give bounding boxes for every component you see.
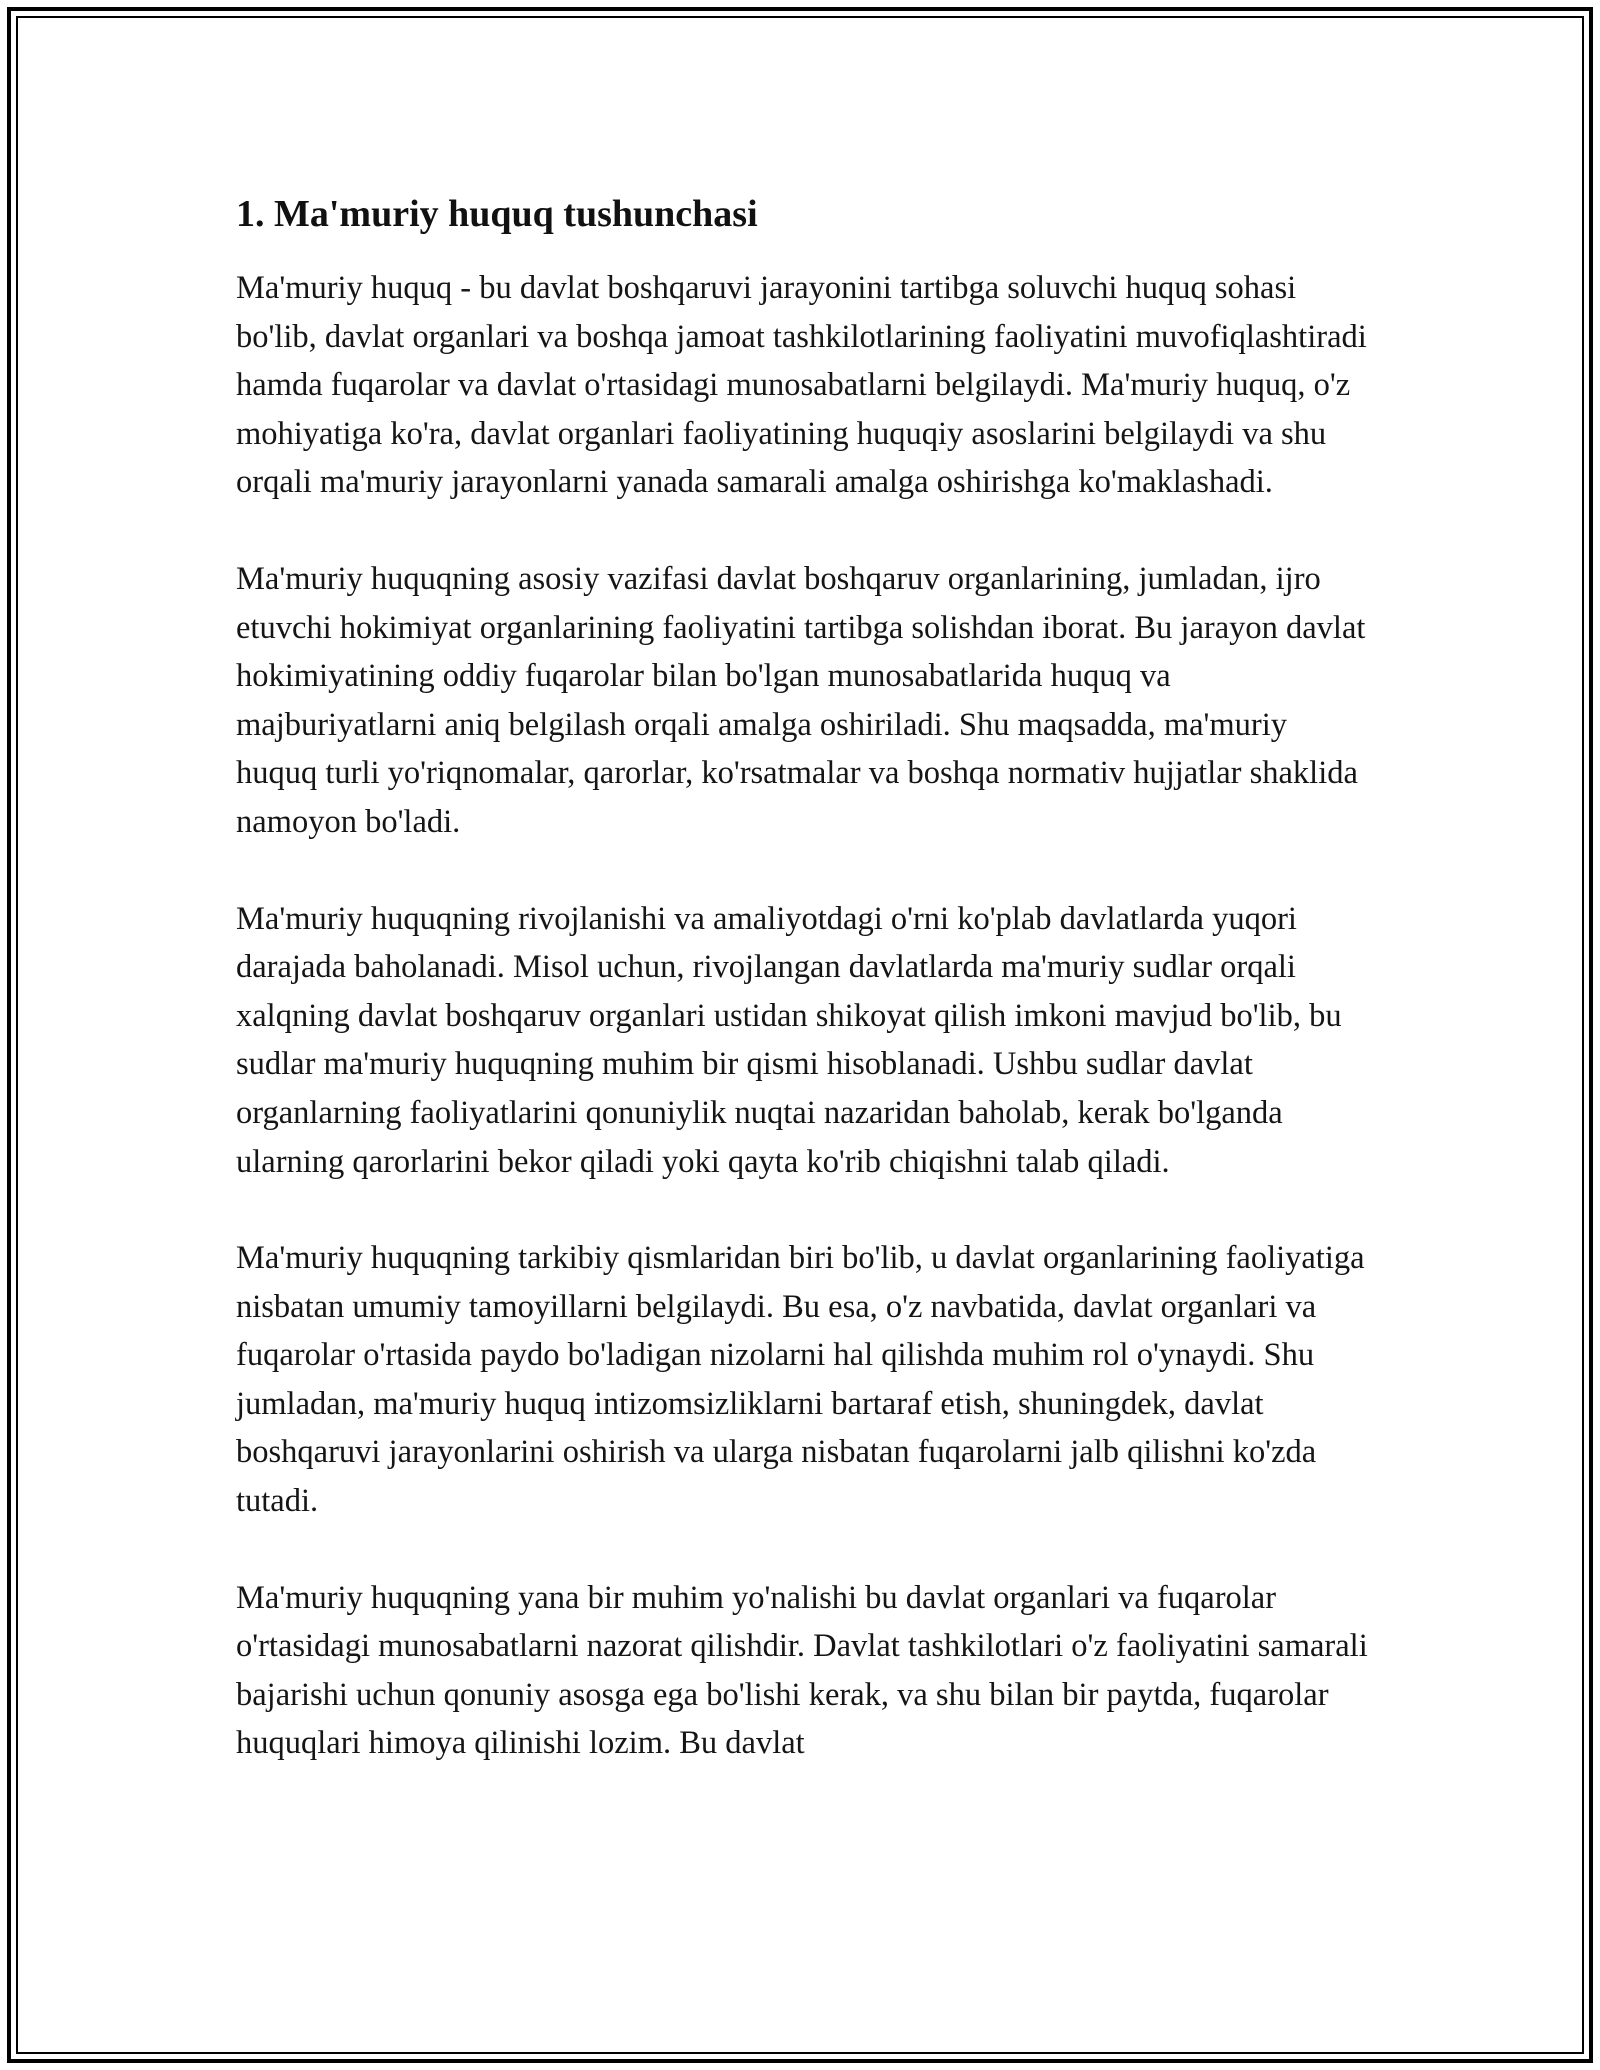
- paragraph-3: Ma'muriy huquqning rivojlanishi va amaliyotdagi o'rni ko'plab davlatlarda yuqori darajada baholanadi. Misol uchun, rivojlangan davlatlarda ma'muriy sudlar orqali xalqning davlat boshqaruv organlari ustidan shikoyat qilish imkoni mavjud bo'lib, bu sudlar ma'muriy huquqning muhim bir qismi hisoblanadi. Ushbu sudlar davlat organlarning faoliyatlarini qonuniylik nuqtai nazaridan baholab, kerak bo'lganda ularning qarorlarini bekor qiladi yoki qayta ko'rib chiqishni talab qiladi.: [236, 900, 1342, 1180]
- paragraph-2: Ma'muriy huquqning asosiy vazifasi davlat boshqaruv organlarining, jumladan, ijro etuvchi hokimiyat organlarining faoliyatini tartibga solishdan iborat. Bu jarayon davlat hokimiyatining oddiy fuqarolar bilan bo'lgan munosabatlarida huquq va majburiyatlarni aniq belgilash orqali amalga oshiriladi. Shu maqsadda, ma'muriy huquq turli yo'riqnomalar, qarorlar, ko'rsatmalar va boshqa normativ hujjatlar shaklida namoyon bo'ladi.: [236, 560, 1366, 840]
- section-heading: 1. Ma'muriy huquq tushunchasi: [236, 193, 758, 235]
- paragraph-1: Ma'muriy huquq - bu davlat boshqaruvi jarayonini tartibga soluvchi huquq sohasi bo'lib, davlat organlari va boshqa jamoat tashkilotlarining faoliyatini muvofiqlashtiradi hamda fuqarolar va davlat o'rtasidagi munosabatlarni belgilaydi. Ma'muriy huquq, o'z mohiyatiga ko'ra, davlat organlari faoliyatining huquqiy asoslarini belgilaydi va shu orqali ma'muriy jarayonlarni yanada samarali amalga oshirishga ko'maklashadi.: [236, 270, 1367, 501]
- document-body: [236, 186, 1376, 1768]
- paragraph-4: Ma'muriy huquqning tarkibiy qismlaridan biri bo'lib, u davlat organlarining faoliyatiga nisbatan umumiy tamoyillarni belgilaydi. Bu esa, o'z navbatida, davlat organlari va fuqarolar o'rtasida paydo bo'ladigan nizolarni hal qilishda muhim rol o'ynaydi. Shu jumladan, ma'muriy huquq intizomsizliklarni bartaraf etish, shuningdek, davlat boshqaruvi jarayonlarini oshirish va ularga nisbatan fuqarolarni jalb qilishni ko'zda tutadi.: [236, 1240, 1365, 1520]
- paragraph-5: Ma'muriy huquqning yana bir muhim yo'nalishi bu davlat organlari va fuqarolar o'rtasidagi munosabatlarni nazorat qilishdir. Davlat tashkilotlari o'z faoliyatini samarali bajarishi uchun qonuniy asosga ega bo'lishi kerak, va shu bilan bir paytda, fuqarolar huquqlari himoya qilinishi lozim. Bu davlat: [236, 1579, 1368, 1762]
